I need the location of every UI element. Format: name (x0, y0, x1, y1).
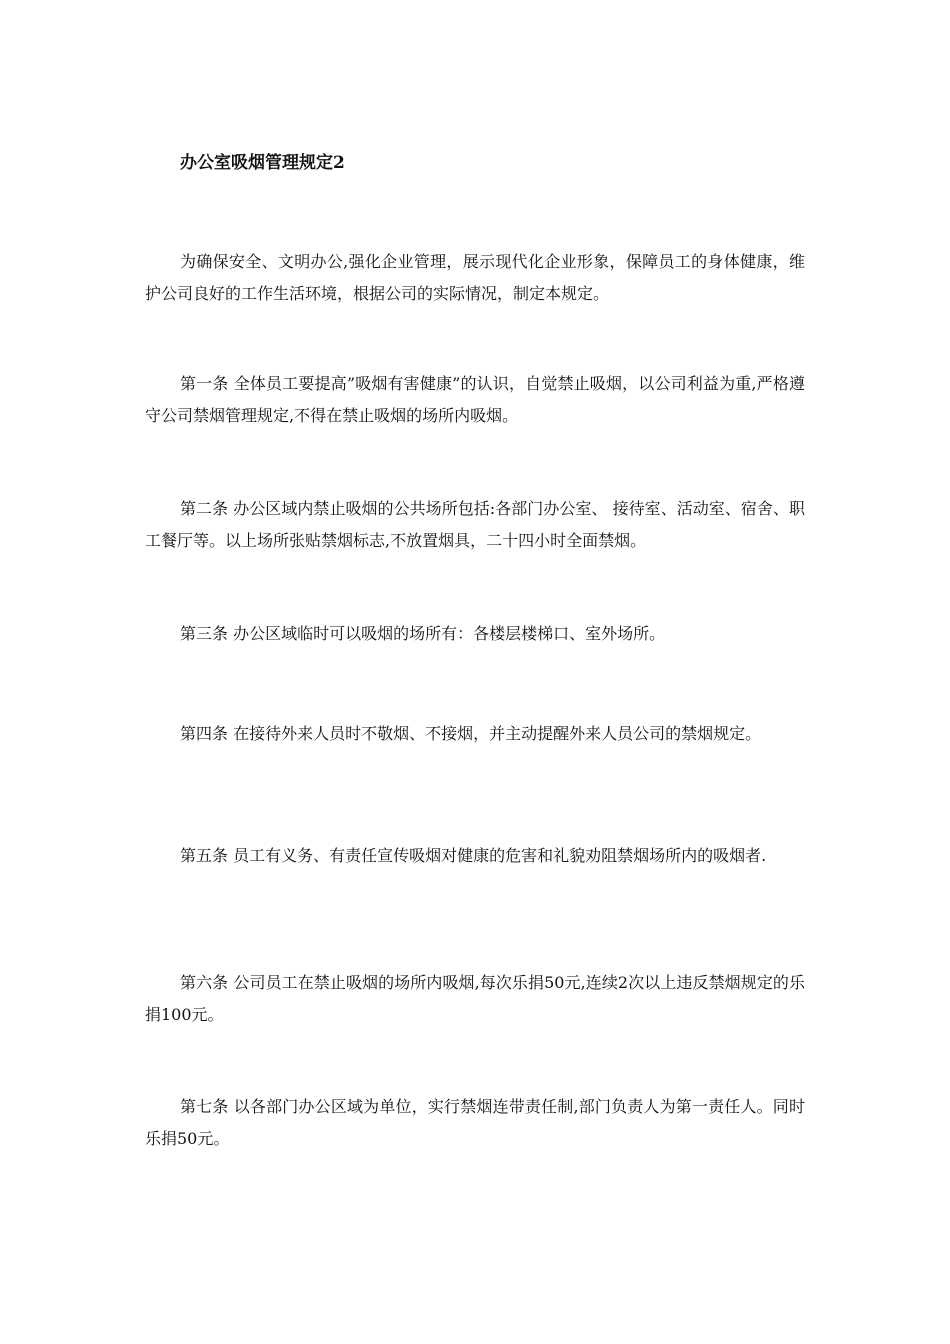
paragraph-article-2: 第二条 办公区域内禁止吸烟的公共场所包括:各部门办公室、 接待室、活动室、宿舍、职工餐厅等。以上场所张贴禁烟标志,不放置烟具，二十四小时全面禁烟。 (145, 499, 805, 550)
document-title: 办公室吸烟管理规定2 (180, 153, 345, 173)
paragraph-preamble: 为确保安全、文明办公,强化企业管理，展示现代化企业形象，保障员工的身体健康，维护公司良好的工作生活环境，根据公司的实际情况，制定本规定。 (145, 252, 805, 303)
paragraph-article-6: 第六条 公司员工在禁止吸烟的场所内吸烟,每次乐捐50元,连续2次以上违反禁烟规定的乐捐100元。 (145, 973, 805, 1024)
paragraph-article-4: 第四条 在接待外来人员时不敬烟、不接烟，并主动提醒外来人员公司的禁烟规定。 (180, 724, 762, 743)
paragraph-article-3: 第三条 办公区域临时可以吸烟的场所有：各楼层楼梯口、室外场所。 (180, 624, 666, 643)
paragraph-article-1: 第一条 全体员工要提高”吸烟有害健康”的认识，自觉禁止吸烟，以公司利益为重,严格遵守公司禁烟管理规定,不得在禁止吸烟的场所内吸烟。 (145, 374, 805, 425)
paragraph-article-7: 第七条 以各部门办公区域为单位，实行禁烟连带责任制,部门负责人为第一责任人。同时乐捐50元。 (145, 1097, 805, 1148)
paragraph-article-5: 第五条 员工有义务、有责任宣传吸烟对健康的危害和礼貌劝阻禁烟场所内的吸烟者. (180, 846, 767, 865)
